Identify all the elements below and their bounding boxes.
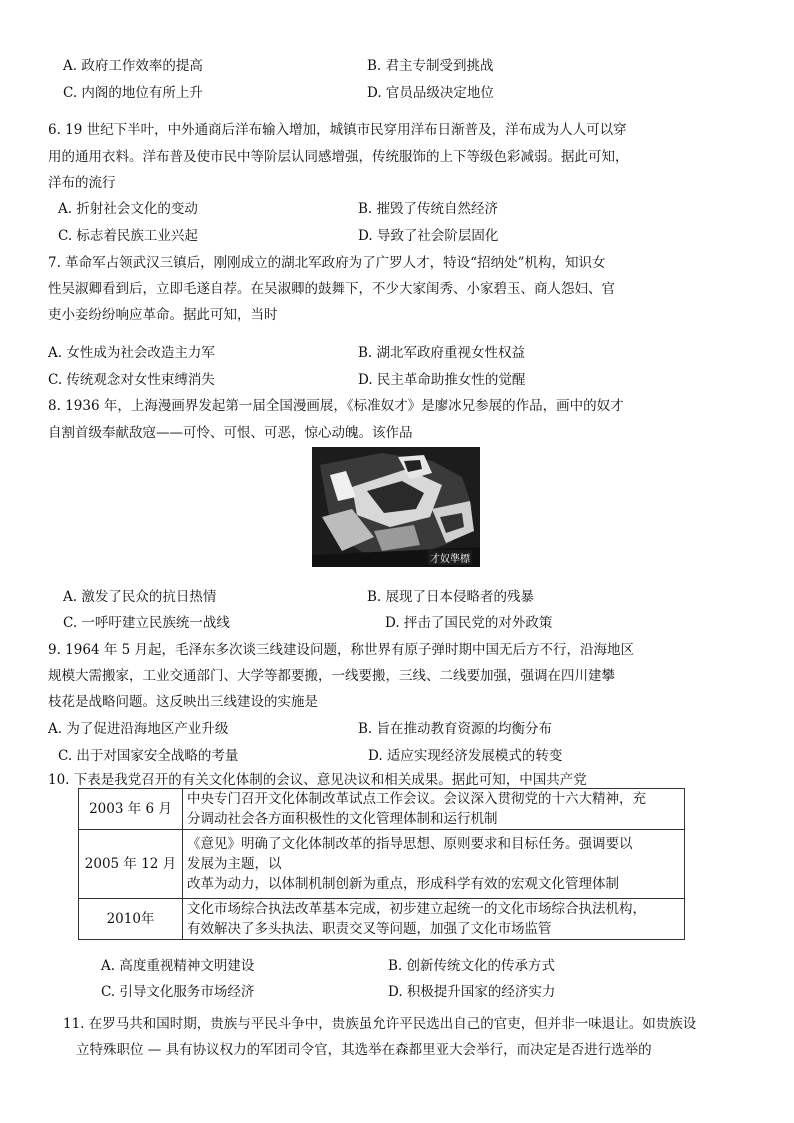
q9-stem-line-2: 规模大需搬家，工业交通部门、大学等都要搬，一线要搬，三线、二线要加强，强调在四川建攀 bbox=[48, 668, 615, 684]
q9-stem-line-3: 枝花是战略问题。这反映出三线建设的实施是 bbox=[48, 694, 318, 710]
q8-option-b[interactable]: B. 展现了日本侵略者的残暴 bbox=[367, 589, 535, 605]
q10-stem: 10. 下表是我党召开的有关文化体制的会议、意见决议和相关成果。据此可知，中国共产党 bbox=[48, 772, 587, 788]
table-content-line: 《意见》明确了文化体制改革的指导思想、原则要求和目标任务。强调要以 bbox=[187, 836, 633, 852]
table-year-cell: 2010年 bbox=[79, 899, 183, 940]
table-content-line: 发展为主题，以 bbox=[187, 856, 282, 872]
q9-option-a[interactable]: A. 为了促进沿海地区产业升级 bbox=[48, 721, 229, 737]
q10-option-a[interactable]: A. 高度重视精神文明建设 bbox=[101, 958, 255, 974]
q5-option-b[interactable]: B. 君主专制受到挑战 bbox=[367, 58, 494, 74]
table-content-cell bbox=[183, 899, 685, 940]
table-row bbox=[79, 789, 685, 830]
q10-option-d[interactable]: D. 积极提升国家的经济实力 bbox=[388, 984, 556, 1000]
culture-policy-table bbox=[78, 788, 685, 940]
q8-option-d[interactable]: D. 抨击了国民党的对外政策 bbox=[385, 615, 553, 631]
q6-stem-line-2: 用的通用衣料。洋布普及使市民中等阶层认同感增强，传统服饰的上下等级色彩减弱。据此可知， bbox=[48, 149, 629, 165]
cartoon-illustration bbox=[312, 447, 480, 567]
table-content-cell bbox=[183, 789, 685, 830]
q10-option-c[interactable]: C. 引导文化服务市场经济 bbox=[101, 984, 255, 1000]
q7-option-c[interactable]: C. 传统观念对女性束缚消失 bbox=[48, 372, 215, 388]
q6-option-c[interactable]: C. 标志着民族工业兴起 bbox=[58, 228, 198, 244]
q7-option-a[interactable]: A. 女性成为社会改造主力军 bbox=[48, 345, 215, 361]
q8-option-c[interactable]: C. 一呼吁建立民族统一战线 bbox=[63, 615, 230, 631]
q11-stem-line-2: 立特殊职位 — 具有协议权力的军团司令官，其选举在森都里亚大会举行，而决定是否进行选举的 bbox=[76, 1042, 652, 1058]
q6-option-a[interactable]: A. 折射社会文化的变动 bbox=[58, 201, 198, 217]
table-content-line: 有效解决了多头执法、职责交叉等问题，加强了文化市场监管 bbox=[187, 921, 552, 937]
q7-option-b[interactable]: B. 湖北军政府重视女性权益 bbox=[358, 345, 526, 361]
q5-option-a[interactable]: A. 政府工作效率的提高 bbox=[63, 58, 203, 74]
table-row bbox=[79, 830, 685, 899]
table-content-cell bbox=[183, 830, 685, 899]
q5-option-c[interactable]: C. 内阁的地位有所上升 bbox=[63, 85, 203, 101]
table-content-line: 文化市场综合执法改革基本完成，初步建立起统一的文化市场综合执法机构， bbox=[187, 901, 646, 917]
q6-stem-line-1: 6. 19 世纪下半叶，中外通商后洋布输入增加，城镇市民穿用洋布日渐普及，洋布成为人人可以穿 bbox=[48, 122, 627, 138]
cartoon-caption: 才奴準標 bbox=[428, 550, 472, 565]
q7-stem-line-1: 7. 革命军占领武汉三镇后，刚刚成立的湖北军政府为了广罗人才，特设“招纳处”机构，知识女 bbox=[48, 255, 606, 271]
table-year-cell: 2003 年 6 月 bbox=[79, 789, 183, 830]
q9-stem-line-1: 9. 1964 年 5 月起，毛泽东多次谈三线建设问题，称世界有原子弹时期中国无后方不行，沿海地区 bbox=[48, 642, 634, 658]
q9-option-b[interactable]: B. 旨在推动教育资源的均衡分布 bbox=[358, 721, 553, 737]
table-year-cell: 2005 年 12 月 bbox=[79, 830, 183, 899]
table-content-line: 中央专门召开文化体制改革试点工作会议。会议深入贯彻党的十六大精神，充 bbox=[187, 791, 646, 807]
q8-stem-line-2: 自割首级奉献敌寇——可怜、可恨、可恶，惊心动魄。该作品 bbox=[48, 425, 413, 441]
q5-option-d[interactable]: D. 官员品级决定地位 bbox=[367, 85, 494, 101]
q10-option-b[interactable]: B. 创新传统文化的传承方式 bbox=[388, 958, 556, 974]
q6-stem-line-3: 洋布的流行 bbox=[48, 175, 116, 191]
table-row bbox=[79, 899, 685, 940]
q7-stem-line-3: 吏小妾纷纷响应革命。据此可知，当时 bbox=[48, 307, 278, 323]
q7-stem-line-2: 性吴淑卿看到后，立即毛遂自荐。在吴淑卿的鼓舞下，不少大家闺秀、小家碧玉、商人怨妇、官 bbox=[48, 281, 615, 297]
q8-option-a[interactable]: A. 激发了民众的抗日热情 bbox=[63, 589, 217, 605]
q6-option-b[interactable]: B. 摧毁了传统自然经济 bbox=[358, 201, 499, 217]
q11-stem-line-1: 11. 在罗马共和国时期，贵族与平民斗争中，贵族虽允许平民选出自己的官吏，但并非一味退让。如贵族设 bbox=[63, 1016, 697, 1032]
table-content-line: 分调动社会各方面积极性的文化管理体制和运行机制 bbox=[187, 811, 498, 827]
q9-option-d[interactable]: D. 适应实现经济发展模式的转变 bbox=[368, 748, 563, 764]
q7-option-d[interactable]: D. 民主革命助推女性的觉醒 bbox=[358, 372, 526, 388]
q8-stem-line-1: 8. 1936 年，上海漫画界发起第一届全国漫画展，《标准奴才》是廖冰兄参展的作品，画中的奴才 bbox=[48, 398, 624, 414]
table-content-line: 改革为动力，以体制机制创新为重点，形成科学有效的宏观文化管理体制 bbox=[187, 876, 619, 892]
cartoon-image bbox=[312, 447, 480, 567]
q9-option-c[interactable]: C. 出于对国家安全战略的考量 bbox=[58, 748, 239, 764]
q6-option-d[interactable]: D. 导致了社会阶层固化 bbox=[358, 228, 499, 244]
